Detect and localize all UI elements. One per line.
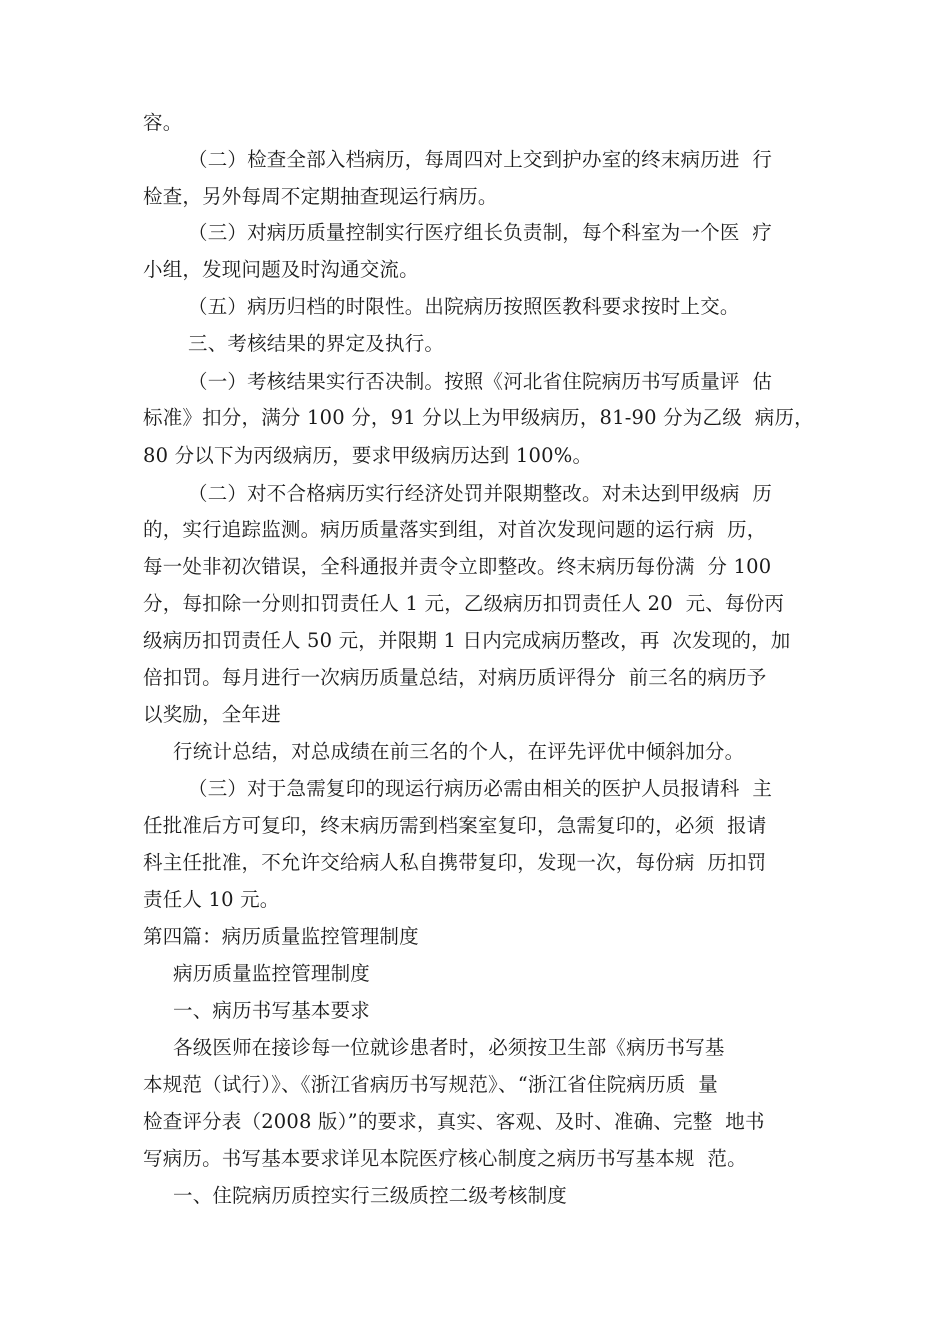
text-line: 分，每扣除一分则扣罚责任人 1 元，乙级病历扣罚责任人 20 元、每份丙 [143,592,785,615]
text-line: 写病历。书写基本要求详见本院医疗核心制度之病历书写基本规 范。 [143,1147,747,1170]
text-line: 各级医师在接诊每一位就诊患者时，必须按卫生部《病历书写基 [173,1036,725,1059]
text-line: （五）病历归档的时限性。出院病历按照医教科要求按时上交。 [188,295,740,318]
text-line: 的，实行追踪监测。病历质量落实到组，对首次发现问题的运行病 历， [143,518,767,541]
section-heading: 一、病历书写基本要求 [173,999,371,1022]
text-line: （二）对不合格病历实行经济处罚并限期整改。对未达到甲级病 历 [188,482,773,505]
text-line: （二）检查全部入档病历，每周四对上交到护办室的终末病历进 行 [188,148,773,171]
section-title: 病历质量监控管理制度 [173,962,371,985]
text-line: 以奖励，全年进 [143,703,281,726]
text-line: 容。 [143,111,183,134]
text-line: 级病历扣罚责任人 50 元，并限期 1 日内完成病历整改，再 次发现的，加 [143,629,791,652]
text-line: 小组，发现问题及时沟通交流。 [143,258,419,281]
text-line: 每一处非初次错误，全科通报并责令立即整改。终末病历每份满 分 100 [143,555,772,578]
section-heading: 一、住院病历质控实行三级质控二级考核制度 [173,1184,568,1207]
text-line: 任批准后方可复印，终末病历需到档案室复印，急需复印的，必须 报请 [143,814,767,837]
section-heading: 三、考核结果的界定及执行。 [188,332,445,355]
text-line: 责任人 10 元。 [143,888,280,911]
text-line: 行统计总结，对总成绩在前三名的个人，在评先评优中倾斜加分。 [173,740,745,763]
text-line: （三）对病历质量控制实行医疗组长负责制，每个科室为一个医 疗 [188,221,773,244]
text-line: 检查评分表（2008 版）”的要求，真实、客观、及时、准确、完整 地书 [143,1110,765,1133]
text-line: 倍扣罚。每月进行一次病历质量总结，对病历质评得分 前三名的病历予 [143,666,767,689]
text-line: 检查，另外每周不定期抽查现运行病历。 [143,185,498,208]
text-line: 科主任批准，不允许交给病人私自携带复印，发现一次，每份病 历扣罚 [143,851,767,874]
text-line: （一）考核结果实行否决制。按照《河北省住院病历书写质量评 估 [188,370,773,393]
text-line: 标准》扣分，满分 100 分，91 分以上为甲级病历，81-90 分为乙级 病历， [143,406,814,429]
text-line: 80 分以下为丙级病历，要求甲级病历达到 100%。 [143,444,593,467]
text-line: 本规范（试行）》、《浙江省病历书写规范》、“浙江省住院病历质 量 [143,1073,718,1096]
chapter-title: 第四篇：病历质量监控管理制度 [143,925,419,948]
text-line: （三）对于急需复印的现运行病历必需由相关的医护人员报请科 主 [188,777,773,800]
